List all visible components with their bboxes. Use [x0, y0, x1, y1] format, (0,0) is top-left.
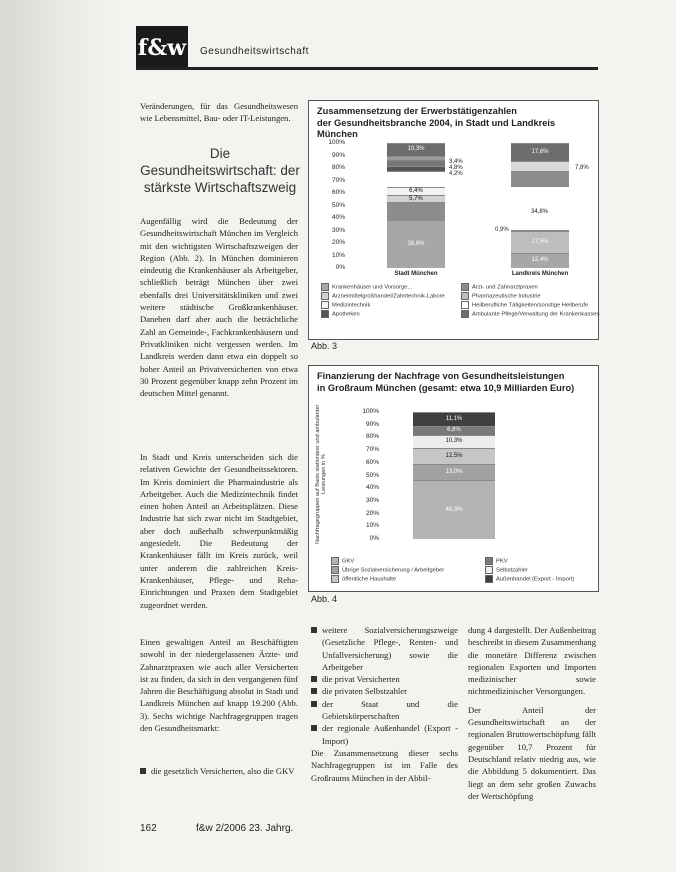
figure1-y-tick: 10% — [331, 251, 345, 259]
figure2-data-label: 13,0% — [445, 468, 463, 475]
journal-issue: f&w 2/2006 23. Jahrg. — [196, 823, 294, 834]
figure2-plot — [309, 366, 598, 591]
figure2-data-label: 10,3% — [445, 438, 463, 445]
figure1-legend-swatch — [461, 283, 469, 291]
figure2-bar-segment — [413, 412, 495, 426]
figure1-legend-label: Apotheken — [332, 311, 360, 318]
figure1-data-label: 12,4% — [531, 257, 549, 264]
figure1-bar-segment — [387, 195, 445, 202]
page-number: 162 — [140, 823, 157, 834]
figure1-caption: Abb. 3 — [311, 341, 338, 351]
figure1-data-label: 10,3% — [407, 146, 425, 153]
figure1-legend-label: Arzt- und Zahnarztpraxen — [472, 284, 538, 291]
figure1-bar-segment — [387, 166, 445, 171]
figure1-legend-swatch — [321, 292, 329, 300]
figure1-legend-item — [461, 301, 588, 309]
demand-group-item: die privaten Selbstzahler — [311, 685, 458, 697]
figure1-bar-segment — [387, 202, 445, 220]
figure1-legend-label: Krankenhäuser und Vorsorge... — [332, 284, 413, 291]
figure1-category-label: Stadt München — [394, 271, 438, 277]
figure2-legend-label: Außenhandel (Export - Import) — [496, 576, 575, 583]
figure1-legend-item — [321, 301, 370, 309]
figure2-legend-item — [331, 557, 354, 565]
paragraph-1: Augenfällig wird die Bedeutung der Gesundheitswirtschaft München im Vergleich mit den wichtigsten Wirtschaftszweigen der Region (Abb. 2). In München dominieren eindeutig die Krankenhäuser als Arbeitgeber, schließlich beträgt München über zwei ebenfalls drei Universitätskliniken und zwei weitere städtische Großkrankenhäuser. Daneben darf aber auch die beträchtliche Zahl an Gemeinde-, Fachkrankenhäusern und Privatkliniken nicht vergessen werden. Im Landkreis werden dann etwa ein doppelt so hoher Anteil an Privatversicherten von etwa 30 Prozent gegenüber knapp zehn Prozent im deutschen Mittel genannt. — [140, 216, 298, 399]
figure2-legend-label: Selbstzahler — [496, 567, 528, 574]
figure2-legend-label: PKV — [496, 558, 508, 565]
figure1-legend-swatch — [461, 292, 469, 300]
figure1-bar-segment — [387, 220, 445, 268]
figure1-legend-swatch — [321, 283, 329, 291]
figure2-legend-label: öffentliche Haushalte — [342, 576, 397, 583]
figure2-y-tick: 10% — [365, 522, 379, 530]
figure1-plot — [309, 101, 598, 339]
figure1-bar-segment — [387, 187, 445, 195]
figure2-y-tick: 80% — [365, 433, 379, 441]
figure1-legend-item — [461, 292, 541, 300]
figure1-bar-segment — [511, 253, 569, 269]
figure2-legend-item — [485, 575, 574, 583]
figure1-data-label: 17,5% — [531, 238, 549, 245]
demand-groups-list — [311, 624, 458, 784]
intro-text: Veränderungen, für das Gesundheitswesen wie Lebensmittel, Bau- oder IT-Leistungen. — [140, 101, 298, 124]
figure2-y-tick: 30% — [365, 496, 379, 504]
fw-logo: f&w — [136, 26, 188, 70]
figure2-y-tick: 40% — [365, 484, 379, 492]
column3-paragraph1: dung 4 dargestellt. Der Außenbeitrag beschreibt in diesem Zusammenhang die monetäre Differenz zwischen regionalen Exporten und Importen medizinischer sowie nichtmedizinischer Versorgungen. — [468, 625, 596, 697]
figure2-legend-swatch — [485, 566, 493, 574]
figure2-y-tick: 20% — [365, 509, 379, 517]
after-list-text: Die Zusammensetzung dieser sechs Nachfragegruppen ist im Falle des Großraums München in der Abbil- — [311, 747, 458, 783]
figure1-y-tick: 50% — [331, 201, 345, 209]
figure2-data-label: 12,5% — [445, 452, 463, 459]
figure1-y-tick: 70% — [331, 176, 345, 184]
figure2-data-label: 11,1% — [445, 416, 463, 423]
figure1-legend-swatch — [321, 310, 329, 318]
figure2-legend-item — [485, 557, 508, 565]
figure2-legend-swatch — [331, 575, 339, 583]
figure1-data-label: 17,6% — [531, 149, 549, 156]
figure2-y-tick: 100% — [362, 408, 379, 415]
paragraph-2: In Stadt und Kreis unterscheiden sich die relativen Gewichte der Gesundheitssektoren. Im Kreis dominiert die Pharmaindustrie als Arbeitgeber. Auch die Medizintechnik findet einen hohen Anteil an Arbeitsplätzen. Diese Industrie hat sich zwar nicht im Stadtgebiet, aber doch außerhalb schwerpunktmäßig angesiedelt. Die Bedeutung der Krankenhäuser fällt im Kreis zurück, weil unter anderem die zahlreichen Kreis-Krankenhäuser, Pflege- und Reha-Einrichtungen und Praxen dem Stadtgebiet zugeordnet werden. — [140, 452, 298, 610]
figure2-y-tick: 90% — [365, 420, 379, 428]
figure1-y-tick: 30% — [331, 226, 345, 234]
figure2-bar-segment — [413, 435, 495, 448]
figure1-y-tick: 100% — [328, 139, 345, 146]
figure2-y-tick: 70% — [365, 446, 379, 454]
figure1-side-label: 0,9% — [495, 227, 509, 233]
figure1-side-label: 4,2% — [449, 171, 463, 177]
figure1-legend-item — [321, 310, 360, 318]
figure1-y-tick: 20% — [331, 239, 345, 246]
demand-group-item: der regionale Außenhandel (Export - Import) — [311, 722, 458, 747]
figure1-y-tick: 60% — [331, 189, 345, 196]
figure1-bar-segment — [511, 171, 569, 186]
figure2-legend-item — [485, 566, 528, 574]
figure1-side-label: 34,8% — [531, 209, 549, 215]
figure2-title-line2: in Großraum München (gesamt: etwa 10,9 Milliarden Euro) — [317, 382, 575, 393]
figure1-legend-label: Heilberufliche Tätigkeiten/sonstige Heilberufe — [472, 302, 589, 309]
figure2-legend-swatch — [331, 566, 339, 574]
scan-edge-shadow — [0, 0, 120, 872]
figure-financing — [308, 365, 599, 592]
figure1-data-label: 5,7% — [409, 195, 423, 202]
demand-group-item: die privat Versicherten — [311, 673, 458, 685]
figure1-y-tick: 40% — [331, 214, 345, 221]
figure2-title-line1: Finanzierung der Nachfrage von Gesundheitsleistungen — [317, 371, 565, 381]
figure1-bar-segment — [387, 143, 445, 156]
figure1-bar-segment — [387, 171, 445, 187]
figure1-title-line1: Zusammensetzung der Erwerbstätigenzahlen — [317, 106, 517, 116]
figure1-side-label: 3,4% — [449, 159, 463, 165]
figure1-legend-item — [321, 283, 412, 291]
figure2-bar-segment — [413, 480, 495, 539]
figure2-legend-item — [331, 575, 396, 583]
column3-text — [468, 624, 596, 802]
figure2-legend-swatch — [485, 575, 493, 583]
figure1-bar-segment — [387, 160, 445, 166]
header-rule — [136, 67, 598, 70]
figure1-bar-segment — [511, 231, 569, 253]
figure2-y-tick: 60% — [365, 458, 379, 466]
figure1-legend-swatch — [321, 301, 329, 309]
figure2-y-tick: 50% — [365, 471, 379, 479]
figure1-side-label: 7,8% — [575, 165, 589, 171]
figure2-y-axis-label: Nachfragegruppen auf Basis stationärer und ambulanter Leistungen in % — [315, 404, 327, 544]
figure2-bar-segment — [413, 426, 495, 435]
figure1-bar-segment — [511, 161, 569, 171]
figure1-y-tick: 80% — [331, 164, 345, 171]
figure1-side-label: 4,8% — [449, 165, 463, 171]
figure1-title-line2: der Gesundheitsbranche 2004, in Stadt und Landkreis München — [317, 117, 556, 139]
figure1-legend-item — [461, 310, 600, 318]
figure2-legend-label: GKV — [342, 558, 355, 565]
figure1-legend-item — [461, 283, 538, 291]
column3-paragraph2: Der Anteil der Gesundheitswirtschaft an der regionalen Bruttowertschöpfung fällt gegenüber 10,7 Prozent für Deutschland relativ niedrig aus, wie die Abbildung 5 dokumentiert. Das liegt an dem sehr großen Zuwachs der Wertschöpfung — [468, 704, 596, 801]
figure1-category-label: Landkreis München — [511, 271, 569, 277]
figure2-bar-segment — [413, 448, 495, 464]
figure1-data-label: 38,6% — [407, 240, 425, 247]
figure1-legend-label: Medizintechnik — [332, 302, 371, 309]
figure2-data-label: 6,8% — [447, 427, 461, 434]
figure2-legend-swatch — [331, 557, 339, 565]
figure1-legend-label: Arzneimittelgroßhandel/Zahntechnik-Labore — [332, 293, 445, 300]
figure2-y-tick: 0% — [369, 535, 379, 542]
demand-group-item: der Staat und die Gebietskörperschaften — [311, 698, 458, 723]
section-title: Gesundheitswirtschaft — [200, 46, 309, 57]
figure2-data-label: 46,3% — [445, 506, 463, 513]
figure1-legend-item — [321, 292, 445, 300]
figure1-data-label: 6,4% — [409, 187, 423, 194]
figure1-bar-segment — [511, 186, 569, 230]
demand-group-item: weitere Sozialversicherungszweige (Gesetzliche Pflege-, Renten- und Unfallversicherung) sowie die Arbeitgeber — [311, 624, 458, 673]
figure1-legend-label: Pharmazeutische Industrie — [472, 293, 541, 300]
figure1-y-tick: 90% — [331, 151, 345, 159]
article-headline: Die Gesundheitswirtschaft: der stärkste Wirtschaftszweig — [140, 146, 300, 195]
figure1-legend-swatch — [461, 310, 469, 318]
figure2-legend-item — [331, 566, 444, 574]
figure1-bar-segment — [511, 143, 569, 161]
figure1-bar-segment — [387, 156, 445, 160]
figure1-legend-label: Ambulante Pflege/Verwaltung der Krankenkassen — [472, 311, 600, 318]
figure2-legend-swatch — [485, 557, 493, 565]
figure-employment — [308, 100, 599, 340]
bullet-gkv: die gesetzlich Versicherten, also die GKV — [140, 765, 298, 777]
figure1-y-tick: 0% — [335, 264, 345, 271]
figure2-legend-label: Übrige Sozialversicherung / Arbeitgeber — [342, 567, 445, 574]
figure2-bar-segment — [413, 464, 495, 481]
left-bullet — [140, 765, 298, 777]
figure1-legend-swatch — [461, 301, 469, 309]
paragraph-3: Einen gewaltigen Anteil an Beschäftigten sowohl in der niedergelassenen Ärzte- und Zahnarztpraxen wie auch aller Versicherten ist zu finden, da sich in den vergangenen fünf Jahren die Beschäftigung absolut in Stadt und Landkreis München auf knapp 19.200 (Abb. 3). Sechs wichtige Nachfragegruppen tragen den Gesundheitsmarkt: — [140, 637, 298, 734]
figure1-bar-segment — [511, 230, 569, 231]
figure2-caption: Abb. 4 — [311, 594, 338, 604]
